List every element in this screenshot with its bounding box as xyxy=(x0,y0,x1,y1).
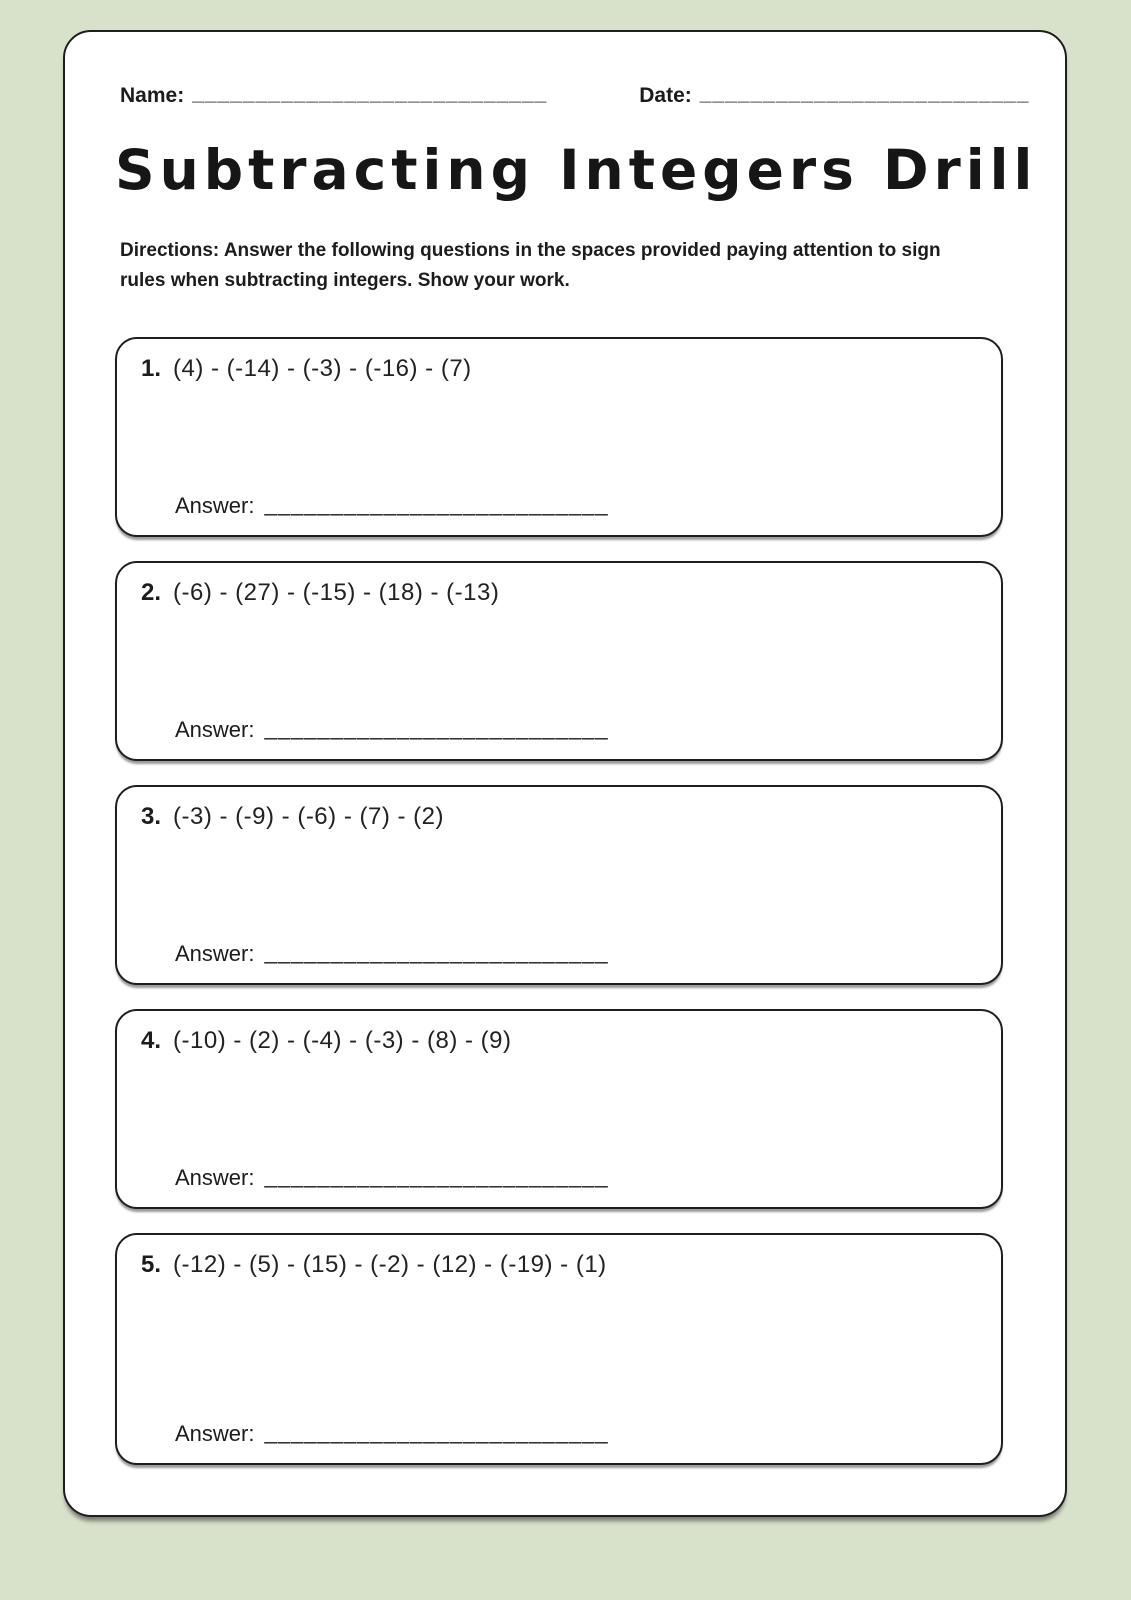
question-expression: (-3) - (-9) - (-6) - (7) - (2) xyxy=(173,802,444,830)
answer-row xyxy=(175,1162,609,1191)
answer-label: Answer: xyxy=(175,1164,255,1190)
question-list xyxy=(115,337,1015,1465)
worksheet-page xyxy=(63,30,1067,1517)
name-field-group xyxy=(120,84,547,108)
question-box-3 xyxy=(115,785,1003,985)
question-number: 4. xyxy=(141,1026,162,1054)
question-expression: (-10) - (2) - (-4) - (-3) - (8) - (9) xyxy=(173,1026,512,1054)
question-line xyxy=(141,1027,977,1055)
question-line xyxy=(141,803,977,831)
answer-blank-line: __________________________ xyxy=(264,1162,609,1188)
answer-label: Answer: xyxy=(175,940,255,966)
answer-blank-line: __________________________ xyxy=(264,714,609,740)
name-blank-line: ____________________________ xyxy=(192,82,548,105)
page-title: Subtracting Integers Drill xyxy=(115,138,1038,202)
answer-blank-line: __________________________ xyxy=(264,490,609,516)
question-box-1 xyxy=(115,337,1003,537)
question-number: 1. xyxy=(141,354,162,382)
question-number: 2. xyxy=(141,578,162,606)
answer-row xyxy=(175,1418,609,1447)
date-label: Date: xyxy=(639,84,692,107)
question-number: 5. xyxy=(141,1250,162,1278)
answer-label: Answer: xyxy=(175,1420,255,1446)
name-label: Name: xyxy=(120,84,185,107)
question-box-5 xyxy=(115,1233,1003,1465)
question-line xyxy=(141,355,977,383)
answer-row xyxy=(175,714,609,743)
date-blank-line: __________________________ xyxy=(699,82,1030,105)
question-line xyxy=(141,579,977,607)
question-box-4 xyxy=(115,1009,1003,1209)
question-expression: (4) - (-14) - (-3) - (-16) - (7) xyxy=(173,354,472,382)
question-number: 3. xyxy=(141,802,162,830)
directions-text: Directions: Answer the following questions in the spaces provided paying attention to sign rules when subtracting integers. Show your work. xyxy=(120,240,941,292)
answer-blank-line: __________________________ xyxy=(264,938,609,964)
answer-label: Answer: xyxy=(175,716,255,742)
answer-blank-line: __________________________ xyxy=(264,1418,609,1444)
question-expression: (-6) - (27) - (-15) - (18) - (-13) xyxy=(173,578,500,606)
question-box-2 xyxy=(115,561,1003,761)
answer-row xyxy=(175,490,609,519)
question-expression: (-12) - (5) - (15) - (-2) - (12) - (-19) - (1) xyxy=(173,1250,607,1278)
header-row xyxy=(120,82,1030,108)
answer-row xyxy=(175,938,609,967)
date-field-group xyxy=(639,84,1029,108)
question-line xyxy=(141,1251,977,1279)
answer-label: Answer: xyxy=(175,492,255,518)
